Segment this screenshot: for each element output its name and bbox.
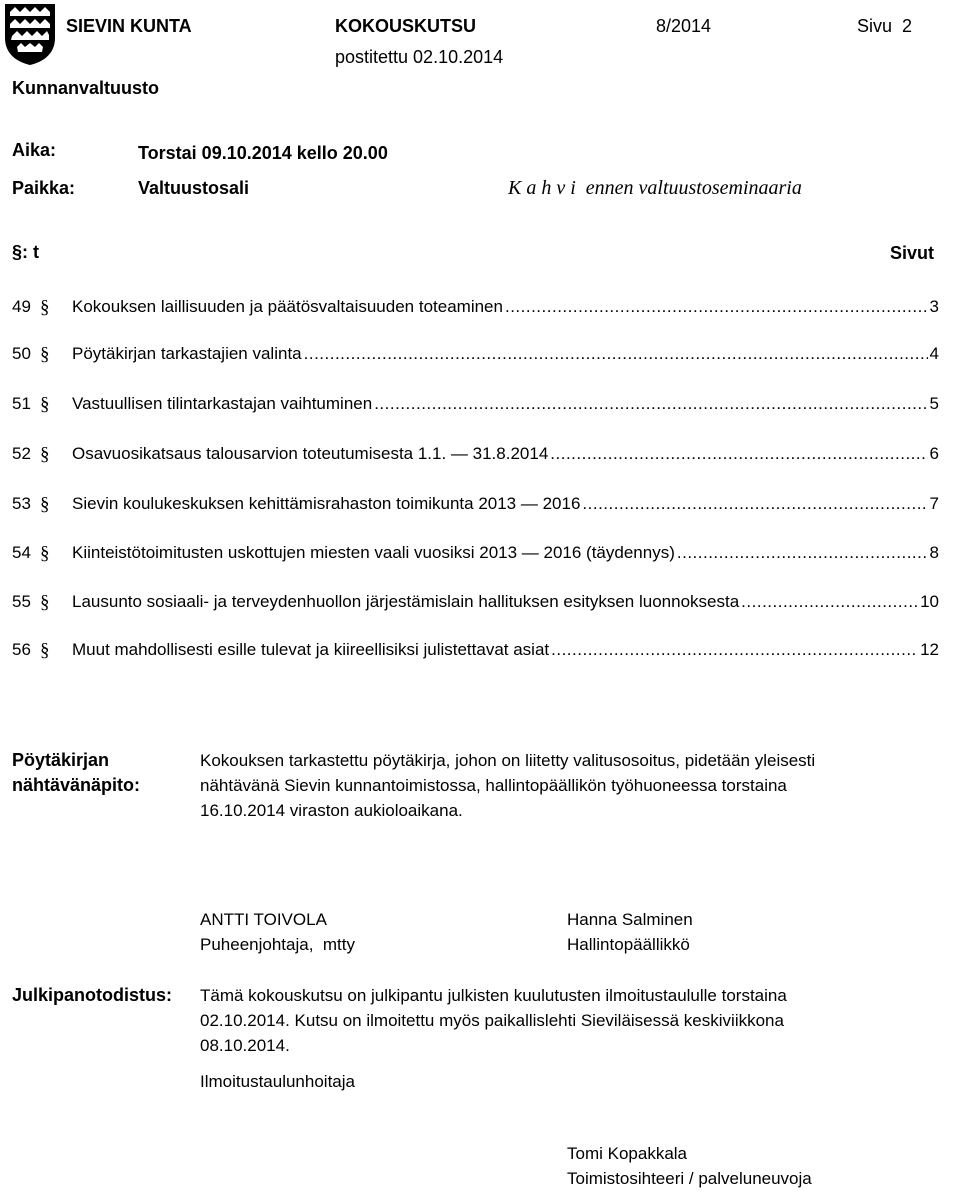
toc-leader-dots	[374, 394, 927, 414]
chair-title: Puheenjohtaja, mtty	[200, 935, 355, 954]
toc-item-title: Kokouksen laillisuuden ja päätösvaltaisuuden toteaminen	[72, 297, 503, 316]
publication-text	[200, 983, 787, 1058]
time-label: Aika:	[12, 140, 57, 160]
toc-item-number: 54	[12, 543, 31, 562]
toc-leader-dots	[582, 494, 927, 514]
toc-item[interactable]	[12, 494, 939, 518]
secretary-name: Tomi Kopakkala	[567, 1144, 688, 1163]
toc-item-page: 3	[929, 297, 939, 316]
secretary-title: Toimistosihteeri / palveluneuvoja	[567, 1169, 812, 1188]
toc-leader-dots	[304, 344, 928, 364]
chair-signature	[200, 907, 355, 957]
toc-item-title: Lausunto sosiaali- ja terveydenhuollon järjestämislain hallituksen esityksen luonnoksesta	[72, 592, 740, 611]
toc-item-page: 10	[920, 592, 939, 611]
toc-item[interactable]	[12, 394, 939, 418]
time-value: Torstai 09.10.2014 kello 20.00	[138, 143, 388, 163]
place-label: Paikka:	[12, 178, 76, 198]
toc-item-number: 56	[12, 640, 31, 659]
meeting-note: K a h v i ennen valtuustoseminaaria	[508, 177, 802, 199]
section-mark-icon: §	[40, 543, 50, 564]
toc-item-number: 50	[12, 344, 31, 363]
admin-name: Hanna Salminen	[567, 910, 693, 929]
publication-text-line: Tämä kokouskutsu on julkipantu julkisten kuulutusten ilmoitustaululle torstaina	[200, 986, 787, 1005]
toc-item-number: 49	[12, 297, 31, 316]
toc-item-number: 52	[12, 444, 31, 463]
publication-text-line: 02.10.2014. Kutsu on ilmoitettu myös paikallislehti Sieviläisessä keskiviikkona	[200, 1011, 784, 1030]
document-type: KOKOUSKUTSU	[335, 16, 477, 36]
toc-heading-left: §: t	[12, 242, 39, 262]
toc-item[interactable]	[12, 444, 939, 468]
toc-item-title: Sievin koulukeskuksen kehittämisrahaston toimikunta 2013 — 2016	[72, 494, 581, 513]
minutes-text	[200, 748, 815, 823]
toc-item-number: 55	[12, 592, 31, 611]
board-keeper-label: Ilmoitustaulunhoitaja	[200, 1072, 355, 1091]
toc-item[interactable]	[12, 344, 939, 368]
toc-item-number: 53	[12, 494, 31, 513]
secretary-signature	[567, 1141, 812, 1191]
toc-item-title: Vastuullisen tilintarkastajan vaihtuminen	[72, 394, 373, 413]
place-value: Valtuustosali	[138, 178, 250, 198]
section-mark-icon: §	[40, 494, 50, 515]
toc-item-page: 4	[929, 344, 939, 363]
body-name: Kunnanvaltuusto	[12, 78, 159, 98]
section-mark-icon: §	[40, 344, 50, 365]
admin-title: Hallintopäällikkö	[567, 935, 690, 954]
admin-signature	[567, 907, 693, 957]
document-number: 8/2014	[656, 16, 712, 36]
toc-item-page: 7	[929, 494, 939, 513]
toc-item-title: Pöytäkirjan tarkastajien valinta	[72, 344, 302, 363]
publication-label: Julkipanotodistus:	[12, 985, 173, 1005]
section-mark-icon: §	[40, 592, 50, 613]
section-mark-icon: §	[40, 394, 50, 415]
toc-item[interactable]	[12, 640, 939, 664]
minutes-text-line: Kokouksen tarkastettu pöytäkirja, johon on liitetty valitusosoitus, pidetään yleisesti	[200, 751, 816, 770]
toc-item-number: 51	[12, 394, 31, 413]
minutes-label	[12, 748, 140, 798]
toc-item-title: Muut mahdollisesti esille tulevat ja kiireellisiksi julistettavat asiat	[72, 640, 550, 659]
chair-name: ANTTI TOIVOLA	[200, 910, 327, 929]
minutes-label-line: Pöytäkirjan	[12, 750, 110, 770]
page-number: Sivu 2	[857, 16, 913, 36]
minutes-text-line: nähtävänä Sievin kunnantoimistossa, hallintopäällikön työhuoneessa torstaina	[200, 776, 787, 795]
toc-item-title: Kiinteistötoimitusten uskottujen miesten vaali vuosiksi 2013 — 2016 (täydennys)	[72, 543, 675, 562]
toc-leader-dots	[505, 297, 928, 317]
minutes-label-line: nähtävänäpito:	[12, 775, 141, 795]
section-mark-icon: §	[40, 640, 50, 661]
section-mark-icon: §	[40, 444, 50, 465]
toc-leader-dots	[551, 640, 918, 660]
toc-heading-right: Sivut	[890, 243, 935, 263]
municipality-name: SIEVIN KUNTA	[66, 16, 192, 36]
toc-item[interactable]	[12, 543, 939, 567]
toc-item-page: 6	[929, 444, 939, 463]
toc-item[interactable]	[12, 592, 939, 616]
toc-leader-dots	[741, 592, 918, 612]
toc-item-title: Osavuosikatsaus talousarvion toteutumisesta 1.1. — 31.8.2014	[72, 444, 549, 463]
section-mark-icon: §	[40, 297, 50, 318]
toc-leader-dots	[677, 543, 928, 563]
posted-date: postitettu 02.10.2014	[335, 47, 504, 67]
toc-item-page: 8	[929, 543, 939, 562]
toc-item-page: 5	[929, 394, 939, 413]
municipality-crest-logo	[3, 2, 57, 66]
toc-item-page: 12	[920, 640, 939, 659]
toc-item[interactable]	[12, 297, 939, 321]
publication-text-line: 08.10.2014.	[200, 1036, 290, 1055]
toc-leader-dots	[550, 444, 927, 464]
minutes-text-line: 16.10.2014 viraston aukioloaikana.	[200, 801, 463, 820]
